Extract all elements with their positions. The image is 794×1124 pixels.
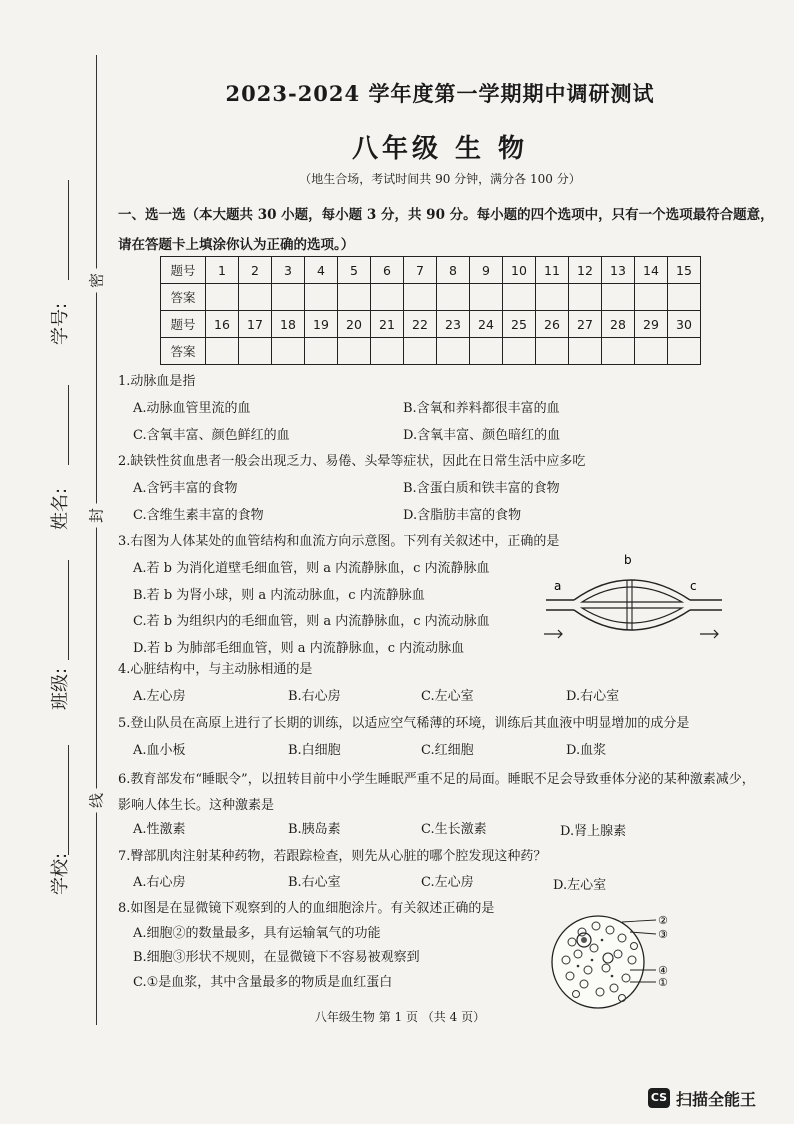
answer-cell[interactable] [569,338,602,365]
artery-a [546,600,574,610]
table-cell: 28 [602,311,635,338]
question-7-option-d: D.左心室 [553,878,607,893]
question-5-option-b: B.白细胞 [288,743,341,758]
question-8-option-a: A.细胞②的数量最多，具有运输氧气的功能 [133,926,381,941]
question-number-label: 题号 [161,311,206,338]
table-cell: 20 [338,311,371,338]
table-cell: 26 [536,311,569,338]
question-2-option-d: D.含脂肪丰富的食物 [403,508,522,523]
question-5-stem: 5.登山队员在高原上进行了长期的训练，以适应空气稀薄的环境，训练后其血液中明显增加的成分是 [118,716,690,731]
table-cell: 23 [437,311,470,338]
question-6-stem: 6.教育部发布“睡眠令”，以扭转目前中小学生睡眠严重不足的局面。睡眠不足会导致垂体分泌的某种激素减少，影响人体生长。这种激素是 [118,772,755,813]
table-row [161,284,701,311]
question-number-label: 题号 [161,257,206,284]
question-7-option-c: C.左心房 [421,875,474,890]
arrow-in-icon [544,630,562,638]
answer-cell[interactable] [305,338,338,365]
question-3-option-a: A.若 b 为消化道壁毛细血管，则 a 内流静脉血，c 内流静脉血 [133,561,490,576]
answer-cell[interactable] [536,338,569,365]
student-id-blank [68,180,69,280]
white-blood-cell-nucleus [581,937,587,943]
answer-cell[interactable] [338,338,371,365]
arrow-out-icon [700,630,718,638]
question-3-option-c: C.若 b 为组织内的毛细血管，则 a 内流静脉血，c 内流动脉血 [133,614,490,629]
answer-cell[interactable] [635,284,668,311]
table-cell: 25 [503,311,536,338]
question-7-option-a: A.右心房 [133,875,186,890]
exam-subject: 八年级 生 物 [351,134,529,164]
question-4-option-d: D.右心室 [566,689,620,704]
table-row [161,257,701,284]
section-instruction: 一、选一选（本大题共 30 小题，每小题 3 分，共 90 分。每小题的四个选项中，只有一个选项最符合题意，请在答题卡上填涂你认为正确的选项。） [118,207,774,253]
class-label: 班级: [50,667,71,710]
question-8-stem: 8.如图是在显微镜下观察到的人的血细胞涂片。有关叙述正确的是 [118,901,495,916]
table-cell: 1 [206,257,239,284]
name-label: 姓名: [50,487,71,530]
table-cell: 27 [569,311,602,338]
label-3: ③ [658,928,668,941]
answer-cell[interactable] [404,338,437,365]
table-cell: 13 [602,257,635,284]
name-blank [68,385,69,465]
blood-smear-diagram [548,912,688,1012]
table-cell: 30 [668,311,701,338]
question-5-option-a: A.血小板 [133,743,186,758]
question-5-option-d: D.血浆 [566,743,607,758]
page-footer: 八年级生物 第 1 页 （共 4 页） [314,1010,486,1024]
class-blank [68,560,69,660]
table-cell: 16 [206,311,239,338]
question-1-option-b: B.含氧和养料都很丰富的血 [403,401,560,416]
label-c: c [690,579,697,593]
exam-note: （地生合场，考试时间共 90 分钟，满分各 100 分） [299,172,581,186]
table-cell: 9 [470,257,503,284]
question-5-option-c: C.红细胞 [421,743,474,758]
table-cell: 19 [305,311,338,338]
answer-cell[interactable] [437,338,470,365]
answer-cell[interactable] [338,284,371,311]
table-cell: 17 [239,311,272,338]
answer-cell[interactable] [437,284,470,311]
answer-cell[interactable] [668,284,701,311]
camscanner-logo-icon: CS [648,1088,670,1108]
answer-cell[interactable] [503,284,536,311]
question-6-option-a: A.性激素 [133,822,186,837]
answer-cell[interactable] [668,338,701,365]
camscanner-label: 扫描全能王 [676,1090,757,1109]
question-8-option-c: C.①是血浆，其中含量最多的物质是血红蛋白 [133,975,393,990]
student-id-label: 学号: [50,302,71,345]
vein-c [690,600,722,610]
question-6-option-d: D.肾上腺素 [560,824,627,839]
answer-cell[interactable] [239,284,272,311]
table-cell: 24 [470,311,503,338]
school-blank [68,745,69,855]
seal-line [96,55,97,1025]
question-1-stem: 1.动脉血是指 [118,374,196,389]
question-6-option-c: C.生长激素 [421,822,487,837]
question-4-option-a: A.左心房 [133,689,186,704]
question-8-option-b: B.细胞③形状不规则，在显微镜下不容易被观察到 [133,950,420,965]
answer-cell[interactable] [305,284,338,311]
answer-label: 答案 [161,338,206,365]
table-row [161,338,701,365]
question-3-stem: 3.右图为人体某处的血管结构和血流方向示意图。下列有关叙述中，正确的是 [118,534,560,549]
answer-cell[interactable] [536,284,569,311]
question-2-option-c: C.含维生素丰富的食物 [133,508,264,523]
label-b: b [624,553,632,567]
table-cell: 7 [404,257,437,284]
answer-cell[interactable] [602,338,635,365]
question-1-option-c: C.含氧丰富、颜色鲜红的血 [133,428,290,443]
answer-label: 答案 [161,284,206,311]
question-1-option-d: D.含氧丰富、颜色暗红的血 [403,428,561,443]
answer-cell[interactable] [206,284,239,311]
question-2-option-b: B.含蛋白质和铁丰富的食物 [403,481,560,496]
table-cell: 15 [668,257,701,284]
table-cell: 6 [371,257,404,284]
answer-cell[interactable] [206,338,239,365]
answer-cell[interactable] [371,338,404,365]
table-row [161,311,701,338]
answer-cell[interactable] [470,338,503,365]
answer-cell[interactable] [404,284,437,311]
table-cell: 8 [437,257,470,284]
vessel-diagram [540,550,740,640]
answer-cell[interactable] [602,284,635,311]
label-a: a [554,579,562,593]
question-3-option-d: D.若 b 为肺部毛细血管，则 a 内流静脉血，c 内流动脉血 [133,641,465,656]
answer-cell[interactable] [272,338,305,365]
answer-cell[interactable] [503,338,536,365]
table-cell: 5 [338,257,371,284]
table-cell: 10 [503,257,536,284]
question-2-stem: 2.缺铁性贫血患者一般会出现乏力、易倦、头晕等症状，因此在日常生活中应多吃 [118,454,586,469]
label-4: ④ [658,964,668,977]
table-cell: 22 [404,311,437,338]
table-cell: 21 [371,311,404,338]
answer-cell[interactable] [239,338,272,365]
question-4-option-b: B.右心房 [288,689,341,704]
answer-cell[interactable] [635,338,668,365]
answer-cell[interactable] [371,284,404,311]
answer-cell[interactable] [470,284,503,311]
label-1: ① [658,976,668,989]
table-cell: 14 [635,257,668,284]
table-cell: 4 [305,257,338,284]
question-4-stem: 4.心脏结构中，与主动脉相通的是 [118,662,313,677]
question-4-option-c: C.左心室 [421,689,474,704]
answer-cell[interactable] [569,284,602,311]
answer-table [160,256,701,365]
question-6-option-b: B.胰岛素 [288,822,341,837]
seal-char-feng: 封 [86,504,107,528]
answer-cell[interactable] [272,284,305,311]
question-2-option-a: A.含钙丰富的食物 [133,481,238,496]
question-3-option-b: B.若 b 为肾小球，则 a 内流动脉血，c 内流静脉血 [133,588,425,603]
table-cell: 2 [239,257,272,284]
question-1-option-a: A.动脉血管里流的血 [133,401,251,416]
question-7-stem: 7.臀部肌肉注射某种药物，若跟踪检查，则先从心脏的哪个腔发现这种药？ [118,849,547,864]
label-2: ② [658,914,668,927]
table-cell: 29 [635,311,668,338]
seal-char-mi: 密 [86,269,107,293]
table-cell: 18 [272,311,305,338]
question-7-option-b: B.右心室 [288,875,341,890]
scanner-watermark [648,1086,786,1114]
table-cell: 11 [536,257,569,284]
exam-title: 2023-2024 学年度第一学期期中调研测试 [225,81,655,106]
table-cell: 3 [272,257,305,284]
seal-char-xian: 线 [86,789,107,813]
table-cell: 12 [569,257,602,284]
school-label: 学校: [50,852,71,895]
